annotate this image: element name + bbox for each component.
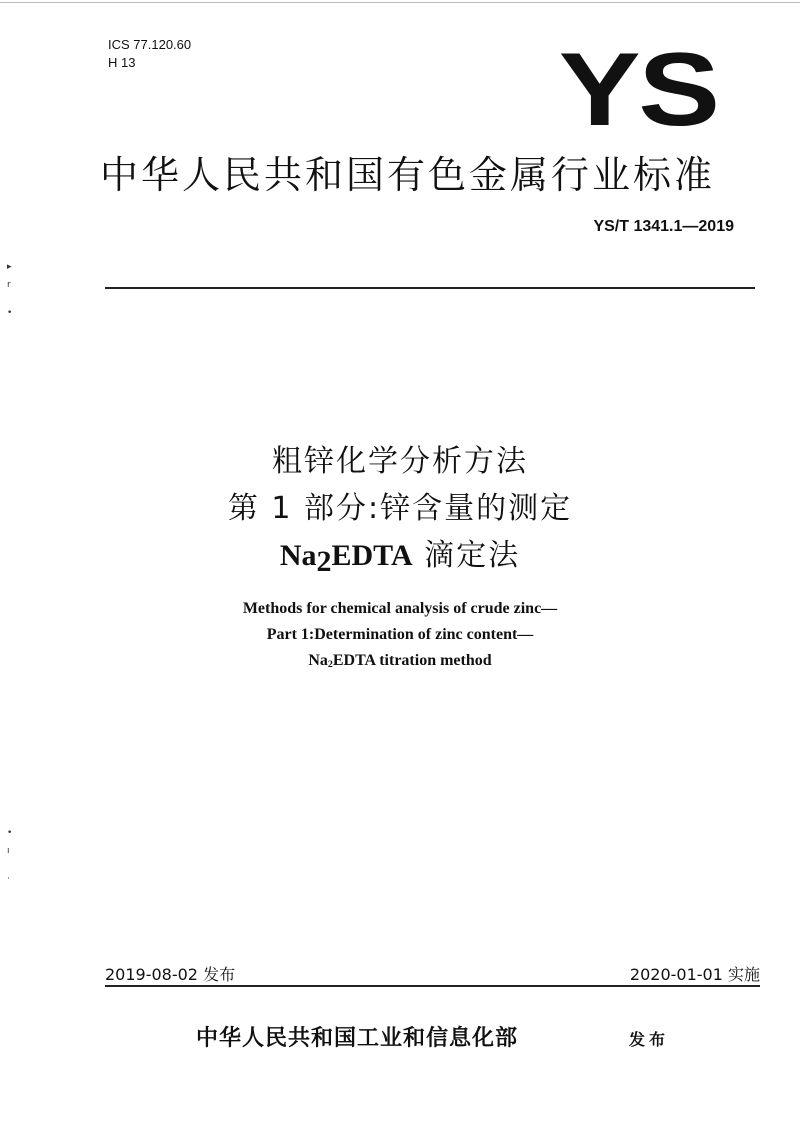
zh-title-formula-prefix: Na [279,539,317,572]
en-title-method: EDTA titration method [332,652,492,669]
standard-category-title: 中华人民共和国有色金属行业标准 [100,153,716,197]
ics-code: ICS 77.120.60 [108,37,192,52]
scan-mark: · [7,874,10,884]
scan-mark: • [7,308,13,318]
zh-title-line-1: 粗锌化学分析方法 [272,444,528,479]
zh-title-line-3 [0,532,800,585]
issue-date: 2019-08-02 发布 [105,965,236,984]
zh-title-formula-chem: EDTA [331,539,413,572]
scan-mark: ▸ [7,262,12,272]
en-title-formula-subscript: 2 [327,658,333,670]
publish-label: 发布 [629,1030,670,1049]
zh-title-line-2: 第 1 部分:锌含量的测定 [227,491,573,526]
header-divider [105,287,755,289]
english-title [0,596,800,678]
en-title-line-3 [0,648,800,678]
ccs-code: H 13 [108,55,136,70]
top-edge-rule [0,2,800,3]
implementation-date: 2020-01-01 实施 [629,965,760,984]
scan-mark: ı [7,846,10,856]
scan-mark: • [7,828,13,838]
chinese-title [0,438,800,585]
standard-number: YS/T 1341.1—2019 [593,218,734,235]
en-title-line-1: Methods for chemical analysis of crude zinc— [242,600,558,617]
ys-logo: YS [559,32,718,148]
en-title-line-2: Part 1:Determination of zinc content— [266,626,534,643]
scan-mark: r [7,280,11,290]
publisher-name: 中华人民共和国工业和信息化部 [196,1025,519,1051]
footer-divider [105,985,760,987]
en-title-formula-prefix: Na [308,652,328,669]
classification-codes [108,36,191,72]
zh-title-formula-subscript: 2 [316,545,332,578]
zh-title-method: 滴定法 [412,538,521,573]
